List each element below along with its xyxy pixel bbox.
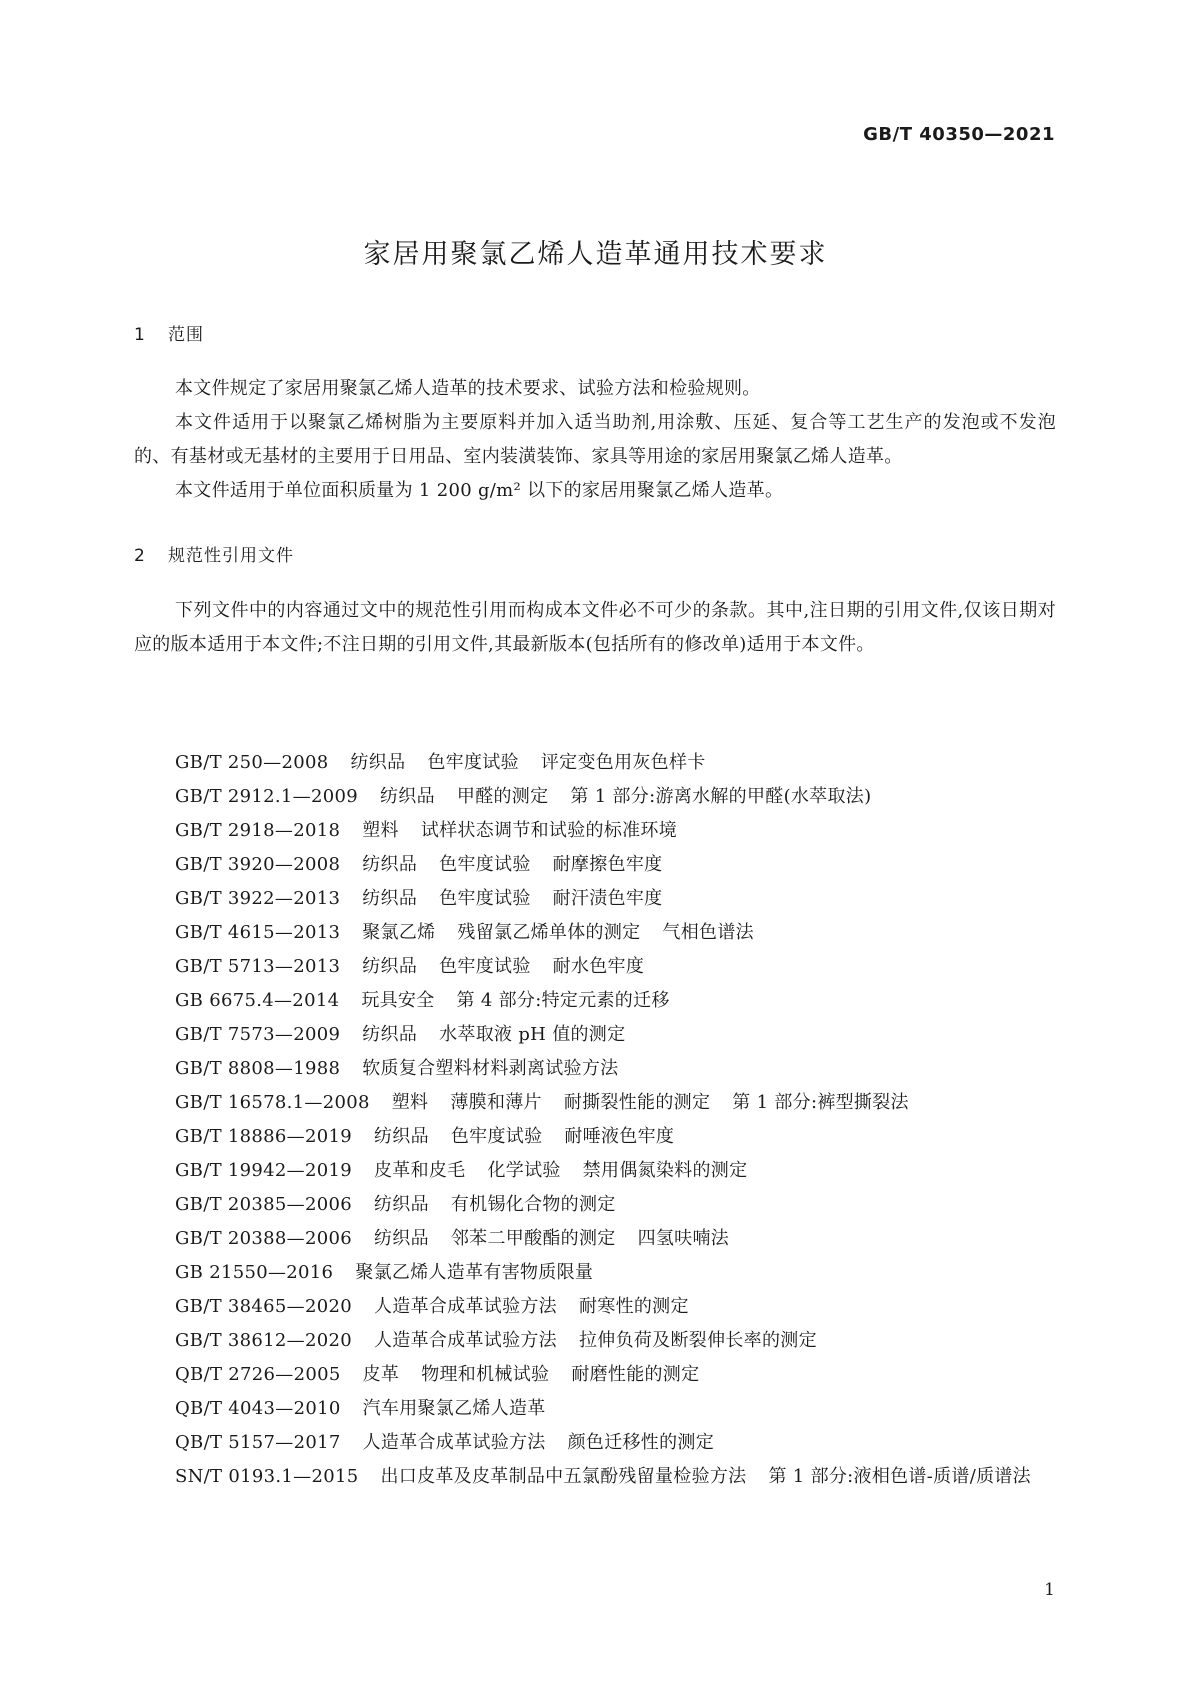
section-1-heading <box>134 320 204 345</box>
page-number: 1 <box>1044 1580 1055 1600</box>
reference-title-part: 第 1 部分:裤型撕裂法 <box>732 1092 909 1113</box>
reference-code: GB/T 38465—2020 <box>175 1296 352 1317</box>
reference-title-part: 残留氯乙烯单体的测定 <box>457 922 641 943</box>
reference-title-part: 有机锡化合物的测定 <box>450 1194 616 1215</box>
reference-title-part: 试样状态调节和试验的标准环境 <box>420 820 678 841</box>
reference-item <box>134 1324 1056 1358</box>
reference-title-part: 纺织品 <box>373 1194 429 1215</box>
reference-title-part: 拉伸负荷及断裂伸长率的测定 <box>578 1330 817 1351</box>
reference-code: QB/T 4043—2010 <box>175 1398 341 1419</box>
reference-title-part: 塑料 <box>362 820 399 841</box>
reference-title-part: 纺织品 <box>373 1228 429 1249</box>
reference-code: GB/T 8808—1988 <box>175 1058 341 1079</box>
normative-references-list <box>134 746 1056 1494</box>
reference-code: SN/T 0193.1—2015 <box>175 1466 359 1487</box>
reference-item <box>134 882 1056 916</box>
reference-item <box>134 1358 1056 1392</box>
section-title: 范围 <box>168 325 204 345</box>
reference-title-part: 纺织品 <box>373 1126 429 1147</box>
reference-title-part: 耐寒性的测定 <box>578 1296 689 1317</box>
reference-item <box>134 780 1056 814</box>
reference-item <box>134 1188 1056 1222</box>
reference-item <box>134 848 1056 882</box>
reference-title-part: 水萃取液 pH 值的测定 <box>439 1024 626 1045</box>
reference-title-part: 第 1 部分:液相色谱-质谱/质谱法 <box>768 1466 1031 1487</box>
reference-title-part: 气相色谱法 <box>662 922 754 943</box>
reference-code: GB/T 19942—2019 <box>175 1160 352 1181</box>
section-title: 规范性引用文件 <box>168 546 294 566</box>
reference-title-part: 软质复合塑料材料剥离试验方法 <box>362 1058 619 1079</box>
reference-title-part: 物理和机械试验 <box>421 1364 550 1385</box>
reference-title-part: 纺织品 <box>362 1024 418 1045</box>
reference-item <box>134 1392 1056 1426</box>
reference-title-part: 耐汗渍色牢度 <box>552 888 663 909</box>
reference-item <box>134 1256 1056 1290</box>
reference-title-part: 人造革合成革试验方法 <box>373 1296 557 1317</box>
reference-title-part: 纺织品 <box>362 956 418 977</box>
reference-title-part: 纺织品 <box>350 752 406 773</box>
reference-title-part: 人造革合成革试验方法 <box>373 1330 557 1351</box>
reference-item <box>134 1086 1056 1120</box>
reference-title-part: 塑料 <box>391 1092 429 1113</box>
reference-item <box>134 984 1056 1018</box>
reference-code: GB/T 20385—2006 <box>175 1194 352 1215</box>
reference-title-part: 化学试验 <box>487 1160 561 1181</box>
reference-title-part: 出口皮革及皮革制品中五氯酚残留量检验方法 <box>380 1466 747 1487</box>
reference-item <box>134 950 1056 984</box>
reference-title-part: 人造革合成革试验方法 <box>362 1432 546 1453</box>
reference-title-part: 第 4 部分:特定元素的迁移 <box>456 990 670 1011</box>
scope-paragraph: 本文件适用于单位面积质量为 1 200 g/m² 以下的家居用聚氯乙烯人造革。 <box>175 480 784 501</box>
reference-title-part: 甲醛的测定 <box>456 786 549 807</box>
reference-title-part: 纺织品 <box>380 786 435 807</box>
reference-item <box>134 1052 1056 1086</box>
reference-code: QB/T 5157—2017 <box>175 1432 341 1453</box>
reference-title-part: 邻苯二甲酸酯的测定 <box>450 1228 616 1249</box>
reference-title-part: 色牢度试验 <box>439 888 531 909</box>
reference-title-part: 颜色迁移性的测定 <box>567 1432 714 1453</box>
reference-item <box>134 1290 1056 1324</box>
reference-title-part: 耐水色牢度 <box>552 956 645 977</box>
reference-title-part: 耐撕裂性能的测定 <box>563 1092 711 1113</box>
reference-title-part: 玩具安全 <box>361 990 435 1011</box>
reference-title-part: 耐唾液色牢度 <box>564 1126 675 1147</box>
reference-code: GB/T 38612—2020 <box>175 1330 352 1351</box>
document-title: 家居用聚氯乙烯人造革通用技术要求 <box>363 239 828 270</box>
reference-title-part: 四氢呋喃法 <box>637 1228 730 1249</box>
reference-title-part: 色牢度试验 <box>427 752 519 773</box>
reference-item <box>134 1460 1056 1494</box>
reference-code: QB/T 2726—2005 <box>175 1364 341 1385</box>
reference-code: GB 6675.4—2014 <box>175 990 340 1011</box>
reference-title-part: 皮革 <box>362 1364 400 1385</box>
reference-code: GB/T 3920—2008 <box>175 854 341 875</box>
reference-code: GB/T 2912.1—2009 <box>175 786 358 807</box>
reference-title-part: 评定变色用灰色样卡 <box>540 752 706 773</box>
scope-paragraph: 本文件适用于以聚氯乙烯树脂为主要原料并加入适当助剂,用涂敷、压延、复合等工艺生产的发泡或不发泡的、有基材或无基材的主要用于日用品、室内装潢装饰、家具等用途的家居用聚氯乙烯人造革。 <box>134 412 1056 467</box>
reference-title-part: 色牢度试验 <box>450 1126 543 1147</box>
reference-title-part: 薄膜和薄片 <box>450 1092 542 1113</box>
reference-title-part: 耐摩擦色牢度 <box>552 854 663 875</box>
scope-paragraph: 本文件规定了家居用聚氯乙烯人造革的技术要求、试验方法和检验规则。 <box>175 378 761 399</box>
reference-title-part: 汽车用聚氯乙烯人造革 <box>362 1398 546 1419</box>
reference-item <box>134 916 1056 950</box>
reference-code: GB/T 4615—2013 <box>175 922 341 943</box>
reference-title-part: 聚氯乙烯 <box>362 922 436 943</box>
reference-item <box>134 746 1056 780</box>
reference-item <box>134 814 1056 848</box>
reference-title-part: 纺织品 <box>362 888 418 909</box>
reference-title-part: 聚氯乙烯人造革有害物质限量 <box>355 1262 594 1283</box>
section-2-heading <box>134 541 294 566</box>
reference-title-part: 禁用偶氮染料的测定 <box>582 1160 748 1181</box>
reference-title-part: 色牢度试验 <box>439 854 531 875</box>
reference-title-part: 色牢度试验 <box>439 956 531 977</box>
reference-item <box>134 1154 1056 1188</box>
normative-intro-paragraph: 下列文件中的内容通过文中的规范性引用而构成本文件必不可少的条款。其中,注日期的引用文件,仅该日期对应的版本适用于本文件;不注日期的引用文件,其最新版本(包括所有的修改单)适用于本文件。 <box>134 600 1056 655</box>
reference-code: GB/T 18886—2019 <box>175 1126 352 1147</box>
reference-title-part: 纺织品 <box>362 854 418 875</box>
reference-code: GB/T 250—2008 <box>175 752 329 773</box>
reference-title-part: 耐磨性能的测定 <box>571 1364 700 1385</box>
reference-item <box>134 1120 1056 1154</box>
reference-code: GB/T 5713—2013 <box>175 956 341 977</box>
reference-code: GB/T 16578.1—2008 <box>175 1092 370 1113</box>
reference-title-part: 第 1 部分:游离水解的甲醛(水萃取法) <box>570 786 872 807</box>
reference-item <box>134 1018 1056 1052</box>
reference-item <box>134 1222 1056 1256</box>
reference-item <box>134 1426 1056 1460</box>
reference-code: GB/T 2918—2018 <box>175 820 341 841</box>
standard-code: GB/T 40350—2021 <box>863 124 1055 145</box>
reference-code: GB 21550—2016 <box>175 1262 334 1283</box>
reference-code: GB/T 20388—2006 <box>175 1228 352 1249</box>
reference-title-part: 皮革和皮毛 <box>373 1160 466 1181</box>
section-number: 1 <box>134 325 146 345</box>
section-number: 2 <box>134 546 146 566</box>
reference-code: GB/T 3922—2013 <box>175 888 341 909</box>
reference-code: GB/T 7573—2009 <box>175 1024 341 1045</box>
